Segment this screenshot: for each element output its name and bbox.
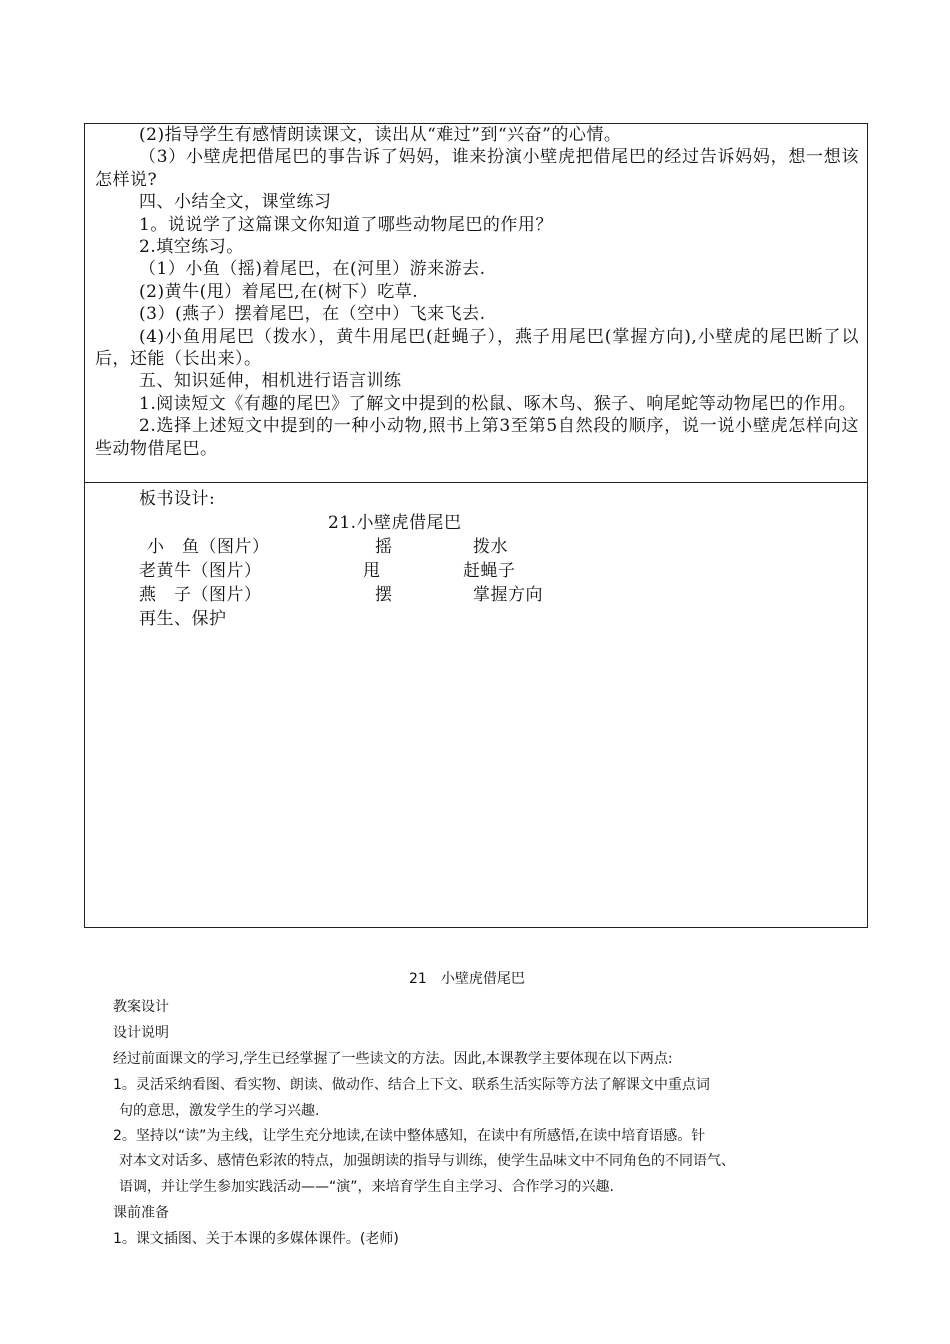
lesson-plan-line: 2。坚持以“读”为主线，让学生充分地读,在读中整体感知，在读中有所感悟,在读中培育语感。针 (113, 1128, 706, 1144)
board-row-animal: 小 鱼（图片） (147, 537, 270, 557)
board-row-action: 摇 (375, 537, 393, 557)
board-row-action: 摆 (375, 585, 393, 605)
board-row-use: 拨水 (473, 537, 508, 557)
step-line: 五、知识延伸，相机进行语言训练 (139, 371, 402, 392)
lesson-plan-line: 教案设计 (113, 999, 169, 1015)
lesson-plan-line: 语调，并让学生参加实践活动——“演”，来培育学生自主学习、合作学习的兴趣. (119, 1179, 614, 1195)
step-line: 四、小结全文，课堂练习 (139, 192, 332, 213)
lesson-table (84, 123, 868, 928)
step-line: 2.选择上述短文中提到的一种小动物,照书上第3至第5自然段的顺序，说一说小壁虎怎样向这些动物借尾巴。 (95, 416, 859, 459)
lesson-plan-line: 设计说明 (113, 1025, 169, 1041)
teaching-steps-cell (95, 124, 859, 460)
step-line: 2.填空练习。 (139, 237, 244, 258)
lesson-plan-line: 经过前面课文的学习,学生已经掌握了一些读文的方法。因此,本课教学主要体现在以下两点: (113, 1051, 673, 1067)
lesson-plan-line: 1。灵活采纳看图、看实物、朗读、做动作、结合上下文、联系生活实际等方法了解课文中重点词 (113, 1077, 710, 1093)
step-line: (2)黄牛(甩）着尾巴,在(树下）吃草. (139, 281, 419, 302)
step-line: (2)指导学生有感情朗读课文，读出从“难过”到“兴奋”的心情。 (139, 125, 622, 145)
step-line: 1.阅读短文《有趣的尾巴》了解文中提到的松鼠、啄木鸟、猴子、响尾蛇等动物尾巴的作用。 (139, 393, 857, 414)
lesson-plan-line: 1。课文插图、关于本课的多媒体课件。(老师) (113, 1231, 399, 1247)
board-row-animal: 老黄牛（图片） (139, 561, 262, 581)
board-row-action: 甩 (363, 561, 381, 581)
step-line: （1）小鱼（摇)着尾巴，在(河里）游来游去. (139, 259, 486, 280)
step-line: 1。说说学了这篇课文你知道了哪些动物尾巴的作用？ (139, 214, 553, 235)
step-line: (3）(燕子）摆着尾巴，在（空中）飞来飞去. (139, 304, 486, 325)
board-design-heading: 板书设计: (139, 489, 216, 509)
table-divider (85, 482, 867, 483)
lesson-plan-line: 课前准备 (113, 1205, 169, 1221)
lesson-plan-title: 21 小壁虎借尾巴 (409, 971, 525, 987)
step-line: (4)小鱼用尾巴（拨水），黄牛用尾巴(赶蝇子），燕子用尾巴(掌握方向),小壁虎的尾巴断了以后，还能（长出来）。 (95, 326, 859, 370)
board-row-animal: 燕 子（图片） (139, 585, 262, 605)
board-design-title: 21.小壁虎借尾巴 (328, 513, 462, 533)
board-footer: 再生、保护 (139, 609, 227, 629)
lesson-plan-line: 句的意思，激发学生的学习兴趣. (119, 1103, 320, 1119)
lesson-plan-line: 对本文对话多、感情色彩浓的特点，加强朗读的指导与训练，使学生品味文中不同角色的不同语气、 (119, 1153, 735, 1169)
board-row-use: 赶蝇子 (463, 561, 516, 581)
board-row-use: 掌握方向 (473, 585, 543, 605)
step-line: （3）小壁虎把借尾巴的事告诉了妈妈，谁来扮演小壁虎把借尾巴的经过告诉妈妈，想一想该怎样说? (95, 147, 859, 190)
